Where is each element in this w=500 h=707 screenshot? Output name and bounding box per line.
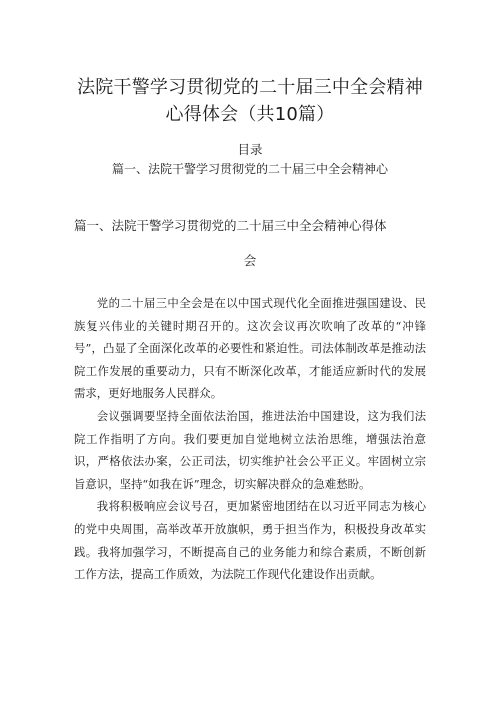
- toc-heading: 目录: [237, 142, 263, 157]
- section-body: [74, 292, 426, 586]
- body-paragraph: 会议强调要坚持全面依法治国，推进法治中国建设，这为我们法院工作指明了方向。我们要更加自觉地树立法治思维，增强法治意识，严格依法办案，公正司法，切实维护社会公平正义。牢固树立宗旨意识，坚持“如我在诉”理念，切实解决群众的急难愁盼。: [74, 408, 426, 491]
- section-title-line: 会: [243, 253, 257, 268]
- body-paragraph: 党的二十届三中全会是在以中国式现代化全面推进强国建设、民族复兴伟业的关键时期召开的。这次会议再次吹响了改革的“冲锋号”，凸显了全面深化改革的必要性和紧迫性。司法体制改革是推动法院工作发展的重要动力，只有不断深化改革，才能适应新时代的发展需求，更好地服务人民群众。: [74, 296, 426, 401]
- body-paragraph: 我将积极响应会议号召，更加紧密地团结在以习近平同志为核心的党中央周围，高举改革开放旗帜，勇于担当作为，积极投身改革实践。我将加强学习，不断提高自己的业务能力和综合素质，不断创新工作方法，提高工作质效，为法院工作现代化建设作出贡献。: [74, 499, 426, 582]
- section-title: [74, 208, 426, 278]
- section-title-line: 篇一、法院干警学习贯彻党的二十届三中全会精神心得体: [74, 218, 387, 233]
- toc-item[interactable]: 篇一、法院干警学习贯彻党的二十届三中全会精神心: [111, 162, 388, 176]
- document-title: 法院干警学习贯彻党的二十届三中全会精神心得体会（共10篇）: [77, 77, 423, 125]
